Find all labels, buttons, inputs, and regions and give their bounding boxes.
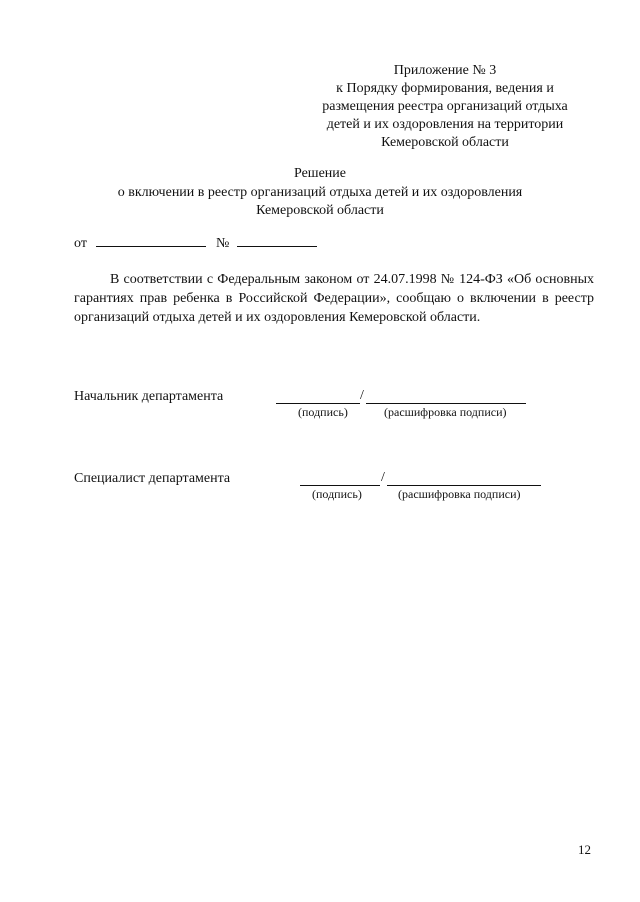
appendix-line: Кемеровской области	[381, 135, 509, 150]
signature-decipher-line[interactable]	[366, 403, 526, 404]
signature-slash: /	[381, 470, 385, 485]
signature-caption: (подпись)	[298, 405, 348, 419]
decipher-caption: (расшифровка подписи)	[384, 405, 507, 419]
appendix-line: Приложение № 3	[393, 63, 497, 78]
signature-decipher-line[interactable]	[387, 485, 541, 486]
date-label: от	[74, 236, 87, 251]
body-paragraph	[74, 270, 594, 327]
number-field[interactable]	[237, 234, 317, 247]
appendix-line: к Порядку формирования, ведения и	[336, 81, 554, 96]
number-label: №	[215, 236, 230, 251]
signature-slash: /	[360, 388, 364, 403]
signature-caption: (подпись)	[312, 487, 362, 501]
body-paragraph-text: В соответствии с Федеральным законом от 24.07.1998 № 124-ФЗ «Об основных гарантиях прав ребенка в Российской Федерации», сообщаю о включении в реестр организаций отдыха детей и их оздоровления Кемеровской области.	[74, 272, 594, 325]
document-subtitle-line2: Кемеровской области	[256, 203, 384, 218]
date-field[interactable]	[96, 234, 206, 247]
signature-role-head: Начальник департамента	[74, 389, 224, 404]
signature-line[interactable]	[276, 403, 360, 404]
appendix-header	[300, 62, 590, 152]
date-number-line	[74, 234, 317, 252]
decipher-caption: (расшифровка подписи)	[398, 487, 521, 501]
appendix-line: размещения реестра организаций отдыха	[322, 99, 568, 114]
signature-role-specialist: Специалист департамента	[74, 471, 231, 486]
appendix-line: детей и их оздоровления на территории	[326, 117, 564, 132]
page-number: 12	[578, 842, 591, 857]
document-subtitle-line1: о включении в реестр организаций отдыха детей и их оздоровления	[117, 185, 523, 200]
document-title: Решение	[293, 166, 346, 181]
signature-line[interactable]	[300, 485, 380, 486]
